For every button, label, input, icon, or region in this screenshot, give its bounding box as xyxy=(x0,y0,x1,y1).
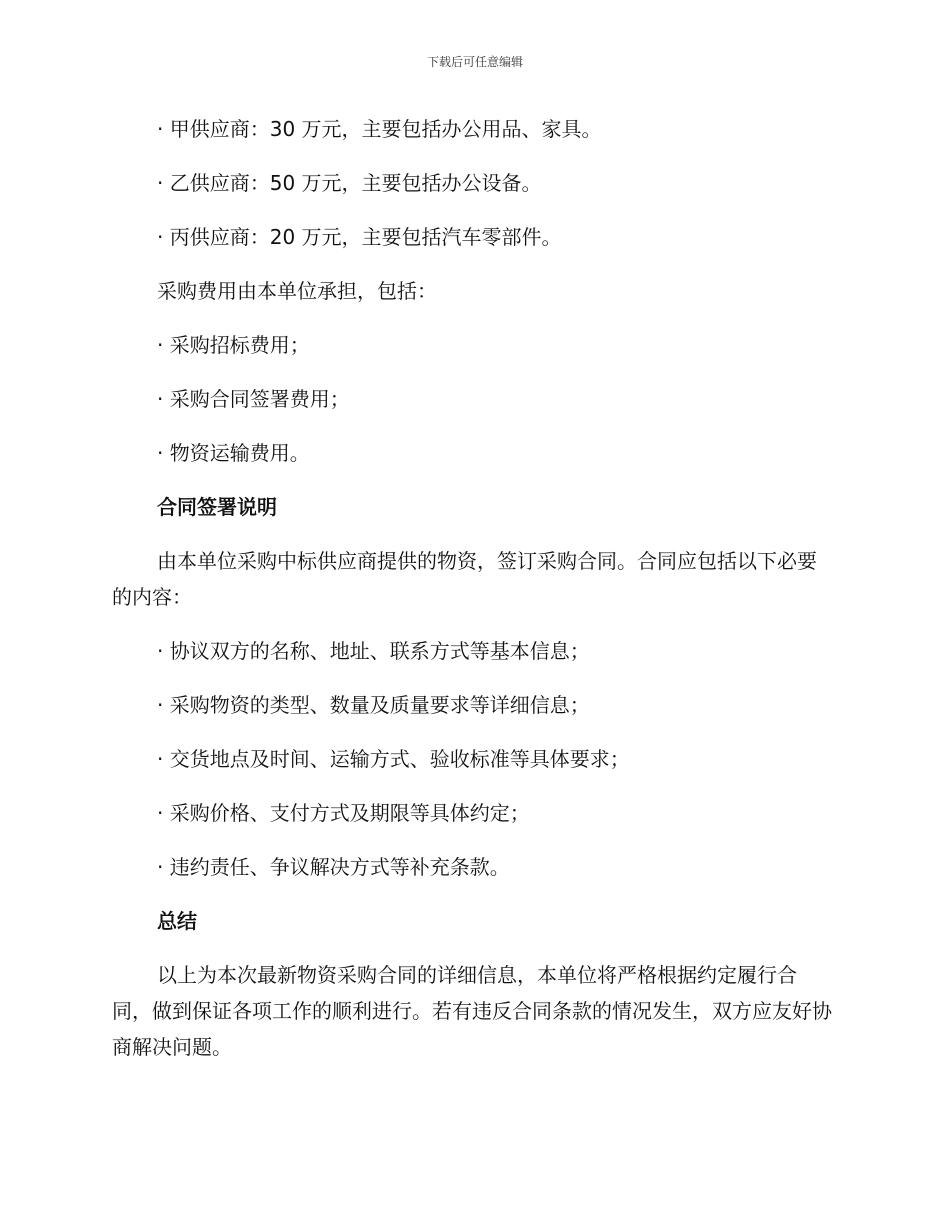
section-heading-summary: 总结 xyxy=(157,909,197,933)
paragraph-summary: 以上为本次最新物资采购合同的详细信息，本单位将严格根据约定履行合同，做到保证各项工作的顺利进行。若有违反合同条款的情况发生，双方应友好协商解决问题。 xyxy=(112,963,832,1059)
bullet-liability-terms: · 违约责任、争议解决方式等补充条款。 xyxy=(157,855,510,879)
section-heading-contract: 合同签署说明 xyxy=(157,495,277,519)
bullet-material-info: · 采购物资的类型、数量及质量要求等详细信息； xyxy=(157,693,590,717)
page-header-note: 下载后可任意编辑 xyxy=(426,55,523,69)
bullet-supplier-jia: · 甲供应商：30 万元，主要包括办公用品、家具。 xyxy=(157,117,602,141)
bullet-party-info: · 协议双方的名称、地址、联系方式等基本信息； xyxy=(157,639,590,663)
document-body xyxy=(112,111,834,1083)
bullet-contract-cost: · 采购合同签署费用； xyxy=(157,387,350,411)
bullet-delivery-requirements: · 交货地点及时间、运输方式、验收标准等具体要求； xyxy=(157,747,630,771)
bullet-supplier-yi: · 乙供应商：50 万元，主要包括办公设备。 xyxy=(157,171,542,195)
bullet-tender-cost: · 采购招标费用； xyxy=(157,333,310,357)
bullet-supplier-bing: · 丙供应商：20 万元，主要包括汽车零部件。 xyxy=(157,225,562,249)
paragraph-contract-intro: 由本单位采购中标供应商提供的物资，签订采购合同。合同应包括以下必要的内容： xyxy=(112,549,817,609)
bullet-transport-cost: · 物资运输费用。 xyxy=(157,441,310,465)
bullet-price-payment: · 采购价格、支付方式及期限等具体约定； xyxy=(157,801,530,825)
paragraph-cost-intro: 采购费用由本单位承担，包括： xyxy=(157,279,437,303)
